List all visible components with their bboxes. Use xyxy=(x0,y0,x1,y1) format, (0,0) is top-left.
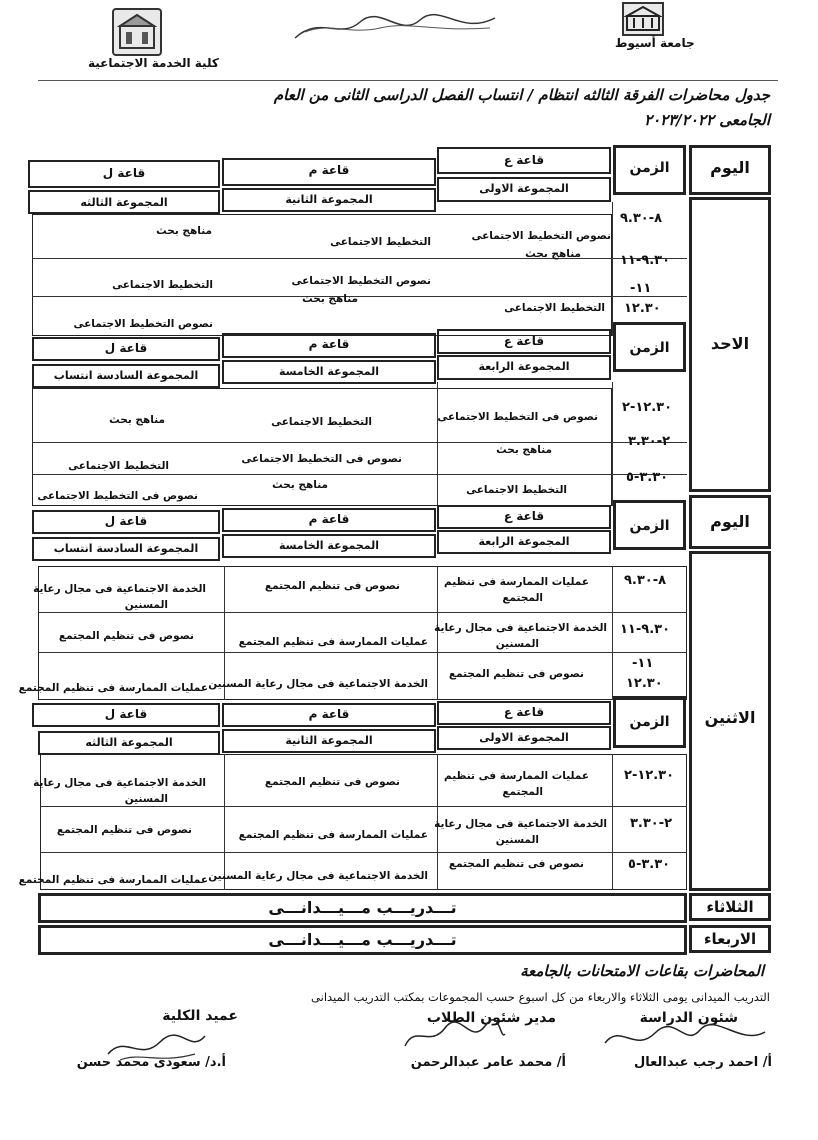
class-cell: التخطيط الاجتماعى xyxy=(504,302,605,314)
class-cell: عمليات الممارسة فى تنظيم xyxy=(443,770,589,782)
class-cell: المجتمع xyxy=(502,592,543,604)
hall-a-label: قاعة ع xyxy=(503,705,545,719)
class-cell: المسنين xyxy=(495,638,539,650)
hall-l-label: قاعة ل xyxy=(102,166,146,180)
class-cell: المسنين xyxy=(495,834,539,846)
grid-line xyxy=(32,258,687,259)
time-slot: ٨-٩.٣٠ xyxy=(620,211,663,226)
hall-m-label: قاعة م xyxy=(308,337,350,351)
group-l-label: المجموعة الثالثه xyxy=(80,196,168,209)
class-cell: عمليات الممارسة فى تنظيم المجتمع xyxy=(238,829,428,841)
class-cell: نصوص فى تنظيم المجتمع xyxy=(448,858,584,870)
class-cell: نصوص فى التخطيط الاجتماعى xyxy=(241,453,402,465)
group-l-label: المجموعة السادسة انتساب xyxy=(53,542,199,555)
field-training-note: التدريب الميدانى يومى الثلاثاء والاربعاء من كل اسبوع حسب المجموعات بمكتب التدريب الميدانى xyxy=(311,990,770,1004)
grid-line xyxy=(32,296,687,297)
class-cell: عمليات الممارسة فى تنظيم المجتمع xyxy=(238,636,428,648)
calligraphy-stamp xyxy=(290,10,500,46)
day-sunday-label: الاحد xyxy=(710,334,750,353)
day-monday-label: الاثنين xyxy=(704,708,756,727)
class-cell: نصوص فى تنظيم المجتمع xyxy=(58,630,194,642)
class-cell: الخدمة الاجتماعية فى مجال رعاية المسنين xyxy=(208,870,428,882)
class-cell: مناهج بحث xyxy=(525,248,581,260)
time-header-label: الزمن xyxy=(629,714,670,730)
schedule-title: جدول محاضرات الفرقة الثالثه انتظام / انتساب الفصل الدراسى الثانى من العام xyxy=(273,86,770,104)
class-cell: عمليات الممارسة فى تنظيم المجتمع xyxy=(18,874,208,886)
sig1-title: شئون الدراسة xyxy=(639,1010,738,1026)
sig2-title: مدير شئون الطلاب xyxy=(426,1010,556,1026)
class-cell: نصوص فى تنظيم المجتمع xyxy=(264,580,400,592)
group-m-label: المجموعة الثانية xyxy=(285,193,373,206)
class-cell: نصوص التخطيط الاجتماعى xyxy=(471,230,611,242)
class-cell: المجتمع xyxy=(502,786,543,798)
class-cell: نصوص فى تنظيم المجتمع xyxy=(448,668,584,680)
group-m-label: المجموعة الثانية xyxy=(285,734,373,747)
faculty-logo xyxy=(112,8,162,56)
day-header-label: اليوم xyxy=(710,512,750,531)
hall-m-label: قاعة م xyxy=(308,707,350,721)
group-m-label: المجموعة الخامسة xyxy=(278,365,380,378)
class-cell: نصوص التخطيط الاجتماعى xyxy=(291,275,431,287)
hall-l-label: قاعة ل xyxy=(104,341,148,355)
class-cell: التخطيط الاجتماعى xyxy=(466,484,567,496)
grid-line xyxy=(40,852,687,853)
class-cell: نصوص فى تنظيم المجتمع xyxy=(56,824,192,836)
grid-line xyxy=(38,612,687,613)
class-cell: مناهج بحث xyxy=(156,225,212,237)
grid-line xyxy=(38,652,687,653)
hall-m-label: قاعة م xyxy=(308,163,350,177)
time-slot-end: ١٢.٣٠ xyxy=(624,301,661,316)
grid-line xyxy=(437,382,438,506)
exam-halls-note: المحاضرات بقاعات الامتحانات بالجامعة xyxy=(520,962,764,980)
class-cell: عمليات الممارسة فى تنظيم المجتمع xyxy=(18,682,208,694)
class-cell: مناهج بحث xyxy=(302,293,358,305)
time-slot: ١١- xyxy=(632,656,654,671)
faculty-emblem-icon xyxy=(114,10,160,54)
class-cell: الخدمة الاجتماعية فى مجال رعاية xyxy=(434,622,607,634)
class-cell: نصوص فى التخطيط الاجتماعى xyxy=(437,411,598,423)
signature-scribble xyxy=(400,1016,510,1056)
time-slot: ١٢.٣٠-٢ xyxy=(622,400,673,415)
class-cell: نصوص فى تنظيم المجتمع xyxy=(264,776,400,788)
time-slot: ٣.٣٠-٥ xyxy=(626,470,669,485)
hall-m-label: قاعة م xyxy=(308,512,350,526)
class-cell: مناهج بحث xyxy=(496,444,552,456)
time-slot: ١١- xyxy=(630,281,652,296)
grid-line xyxy=(32,442,687,443)
header-divider xyxy=(38,80,778,81)
group-a-label: المجموعة الرابعة xyxy=(478,360,570,373)
sig2-name: أ/ محمد عامر عبدالرحمن xyxy=(410,1055,566,1070)
group-l-label: المجموعة السادسة انتساب xyxy=(53,369,199,382)
class-cell: نصوص التخطيط الاجتماعى xyxy=(73,318,213,330)
grid-line xyxy=(612,566,613,700)
day-header-label: اليوم xyxy=(710,158,750,177)
class-cell: مناهج بحث xyxy=(272,479,328,491)
grid-line xyxy=(612,202,613,336)
group-a-label: المجموعة الاولى xyxy=(479,182,569,195)
wednesday-text: تـــدريـــب مـــيـــدانـــى xyxy=(268,930,457,949)
class-cell: التخطيط الاجتماعى xyxy=(68,460,169,472)
class-cell: التخطيط الاجتماعى xyxy=(271,416,372,428)
group-a-label: المجموعة الاولى xyxy=(479,731,569,744)
time-header-label: الزمن xyxy=(629,518,670,534)
class-cell: المسنين xyxy=(124,793,168,805)
time-slot: ٨-٩.٣٠ xyxy=(624,573,667,588)
faculty-name: كلية الخدمة الاجتماعية xyxy=(88,56,219,70)
tuesday-text: تـــدريـــب مـــيـــدانـــى xyxy=(268,898,457,917)
university-name: جامعة أسيوط xyxy=(615,36,695,50)
time-slot: ٩.٣٠-١١ xyxy=(620,253,671,268)
class-cell: التخطيط الاجتماعى xyxy=(330,236,431,248)
group-l-label: المجموعة الثالثه xyxy=(85,736,173,749)
hall-a-label: قاعة ع xyxy=(503,334,545,348)
time-slot: ٢-٣.٣٠ xyxy=(630,816,673,831)
class-cell: نصوص فى التخطيط الاجتماعى xyxy=(37,490,198,502)
class-cell: الخدمة الاجتماعية فى مجال رعاية xyxy=(33,583,206,595)
group-a-label: المجموعة الرابعة xyxy=(478,535,570,548)
class-cell: مناهج بحث xyxy=(109,414,165,426)
hall-a-label: قاعة ع xyxy=(503,509,545,523)
time-slot: ١٢.٣٠-٢ xyxy=(624,768,675,783)
grid-line xyxy=(612,754,613,890)
class-cell: الخدمة الاجتماعية فى مجال رعاية xyxy=(33,777,206,789)
sig1-name: أ/ احمد رجب عبدالعال xyxy=(634,1055,772,1070)
hall-l-label: قاعة ل xyxy=(104,707,148,721)
hall-l-label: قاعة ل xyxy=(104,514,148,528)
time-slot: ٩.٣٠-١١ xyxy=(620,622,671,637)
sig3-name: أ.د/ سعودى محمد حسن xyxy=(76,1055,226,1070)
class-cell: عمليات الممارسة فى تنظيم xyxy=(443,576,589,588)
day-tuesday-label: الثلاثاء xyxy=(706,898,754,916)
class-cell: التخطيط الاجتماعى xyxy=(112,279,213,291)
grid-line xyxy=(40,806,687,807)
sig3-title: عميد الكلية xyxy=(162,1008,238,1024)
building-icon xyxy=(624,4,662,34)
schedule-title-year: الجامعى ٢٠٢٣/٢٠٢٢ xyxy=(644,111,770,129)
time-slot: ٣.٣٠-٥ xyxy=(628,857,671,872)
class-cell: المسنين xyxy=(124,599,168,611)
signature-scribble xyxy=(600,1018,770,1058)
grid-line xyxy=(32,474,687,475)
university-logo xyxy=(622,2,664,36)
class-cell: الخدمة الاجتماعية فى مجال رعاية المسنين xyxy=(208,678,428,690)
day-wednesday-label: الاربعاء xyxy=(703,930,757,948)
class-cell: الخدمة الاجتماعية فى مجال رعاية xyxy=(434,818,607,830)
time-slot: ٢-٣.٣٠ xyxy=(628,434,671,449)
grid-line xyxy=(612,382,613,506)
time-header-label: الزمن xyxy=(629,340,670,356)
time-slot-end: ١٢.٣٠ xyxy=(626,676,663,691)
time-header-label: الزمن xyxy=(629,160,670,176)
hall-a-label: قاعة ع xyxy=(503,153,545,167)
group-m-label: المجموعة الخامسة xyxy=(278,539,380,552)
